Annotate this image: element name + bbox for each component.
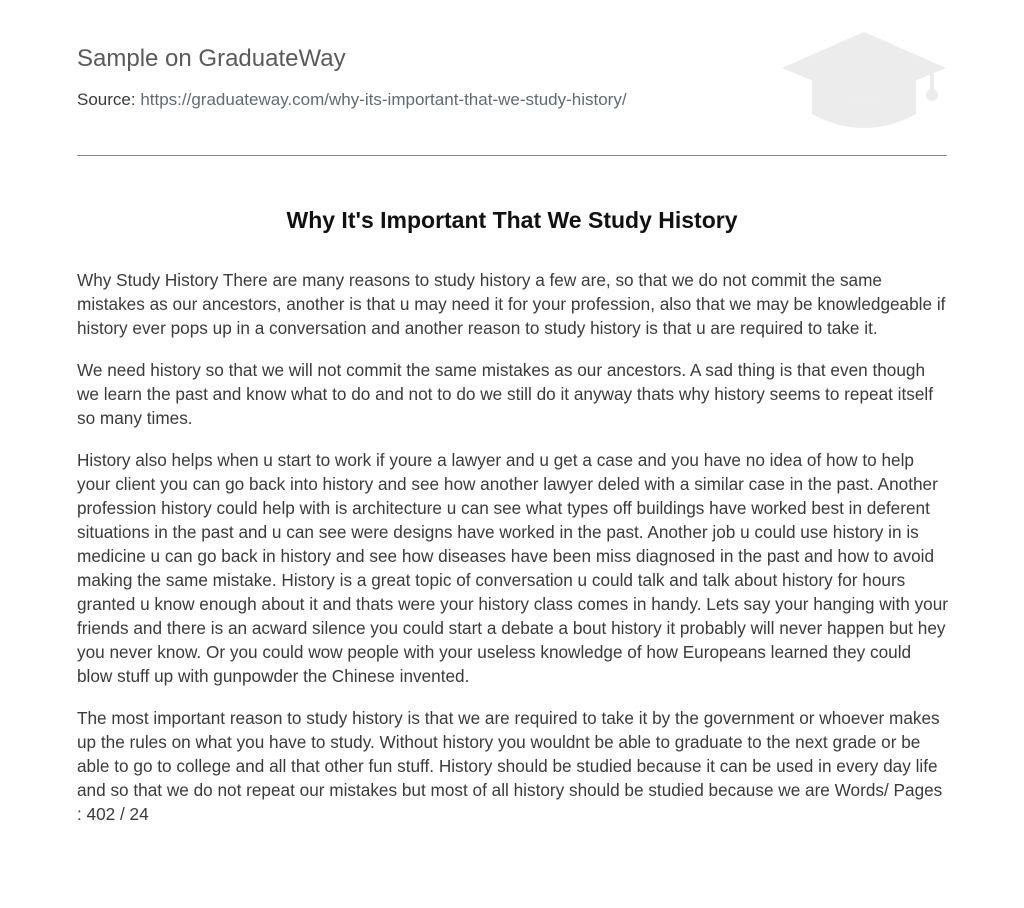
- source-label: Source:: [77, 90, 136, 109]
- page: [77, 0, 949, 824]
- header: [77, 0, 947, 156]
- paragraph: Why Study History There are many reasons to study history a few are, so that we do not commit the same mistakes as our ancestors, another is that u may need it for your profession, also that we may be knowledgeable if history ever pops up in a conversation and another reason to study history is that u are required to take it.: [77, 270, 946, 338]
- cap-board: [782, 32, 946, 102]
- graduation-cap-icon: [780, 30, 948, 132]
- source-link[interactable]: https://graduateway.com/why-its-important-that-we-study-history/: [140, 90, 627, 109]
- paragraph: We need history so that we will not commit the same mistakes as our ancestors. A sad thing is that even though we learn the past and know what to do and not to do we still do it anyway thats why history seems to repeat itself so many times.: [77, 360, 934, 428]
- article-title: Why It's Important That We Study History: [286, 207, 738, 233]
- tassel: [926, 89, 938, 101]
- paragraph: History also helps when u start to work if youre a lawyer and u get a case and you have no idea of how to help your client you can go back into history and see how another lawyer deled with a similar case in the past. Another profession history could help with is architecture u can see what types off buildings have worked best in deferent situations in the past and u can see were designs have worked in the past. Another job u could use history in is medicine u can go back in history and see how diseases have been miss diagnosed in the past and how to avoid making the same mistake. History is a great topic of conversation u could talk and talk about history for hours granted u know enough about it and thats were your history class comes in handy. Lets say your hanging with your friends and there is an acward silence you could start a debate a bout history it probably will never happen but hey you never know. Or you could wow people with your useless knowledge of how Europeans learned they could blow stuff up with gunpowder the Chinese invented.: [77, 450, 949, 686]
- brand-title: Sample on GraduateWay: [77, 45, 346, 72]
- source-line: [77, 89, 627, 111]
- article-body: [77, 268, 949, 844]
- paragraph: The most important reason to study history is that we are required to take it by the government or whoever makes up the rules on what you have to study. Without history you wouldnt be able to graduate to the next grade or be able to go to college and all that other fun stuff. History should be studied because it can be used in every day life and so that we do not repeat our mistakes but most of all history should be studied because we are Words/ Pages : 402 / 24: [77, 708, 943, 824]
